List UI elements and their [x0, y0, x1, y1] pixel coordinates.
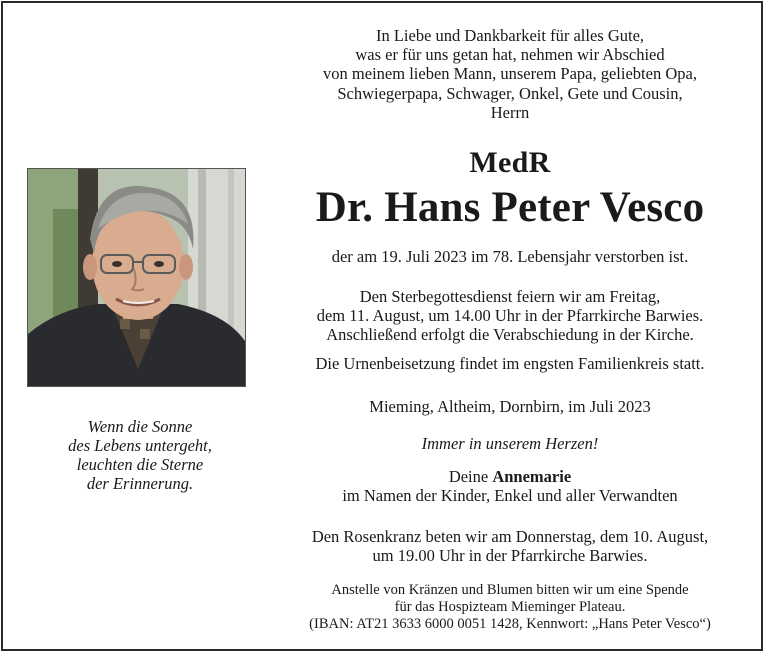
intro-line: In Liebe und Dankbarkeit für alles Gute,	[375, 26, 645, 45]
intro-line: Herrn	[490, 102, 530, 122]
academic-title: MedR	[469, 146, 551, 179]
verse-line: Wenn die Sonne	[87, 417, 193, 436]
death-notice: der am 19. Juli 2023 im 78. Lebensjahr verstorben ist.	[331, 247, 689, 266]
funeral-service-text	[280, 287, 740, 345]
rosary-line: um 19.00 Uhr in der Pfarrkirche Barwies.	[372, 546, 648, 566]
deceased-name: Dr. Hans Peter Vesco	[315, 184, 705, 231]
signature-block	[280, 467, 740, 505]
rosary-text	[280, 527, 740, 565]
signature-name: Annemarie	[492, 467, 572, 486]
verse-line: leuchten die Sterne	[76, 455, 204, 474]
intro-line: was er für uns getan hat, nehmen wir Abschied	[355, 45, 665, 65]
intro-text	[280, 26, 740, 122]
portrait-illustration	[28, 169, 246, 387]
service-line: Anschließend erfolgt die Verabschiedung in der Kirche.	[326, 325, 694, 345]
signature-line	[280, 467, 740, 486]
donation-line: für das Hospizteam Mieminger Plateau.	[394, 599, 626, 616]
donation-line: (IBAN: AT21 3633 6000 0051 1428, Kennwort: „Hans Peter Vesco“)	[309, 616, 711, 633]
signature-prefix: Deine	[448, 467, 493, 486]
donation-line: Anstelle von Kränzen und Blumen bitten wir um eine Spende	[331, 582, 689, 598]
verse-line: des Lebens untergeht,	[68, 436, 212, 455]
verse-line: der Erinnerung.	[86, 474, 194, 493]
rosary-line: Den Rosenkranz beten wir am Donnerstag, dem 10. August,	[311, 527, 709, 546]
urn-burial-text: Die Urnenbeisetzung findet im engsten Familienkreis statt.	[315, 354, 705, 373]
signature-relatives: im Namen der Kinder, Enkel und aller Verwandten	[342, 486, 678, 506]
service-line: dem 11. August, um 14.00 Uhr in der Pfarrkirche Barwies.	[316, 306, 704, 326]
portrait-photo	[27, 168, 246, 387]
donation-text	[280, 582, 740, 634]
motto: Immer in unserem Herzen!	[421, 434, 599, 453]
service-line: Den Sterbegottesdienst feiern wir am Freitag,	[359, 287, 661, 306]
place-date: Mieming, Altheim, Dornbirn, im Juli 2023	[369, 397, 651, 416]
intro-line: Schwiegerpapa, Schwager, Onkel, Gete und Cousin,	[337, 83, 683, 103]
intro-line: von meinem lieben Mann, unserem Papa, geliebten Opa,	[323, 64, 697, 84]
memorial-verse	[40, 417, 240, 493]
